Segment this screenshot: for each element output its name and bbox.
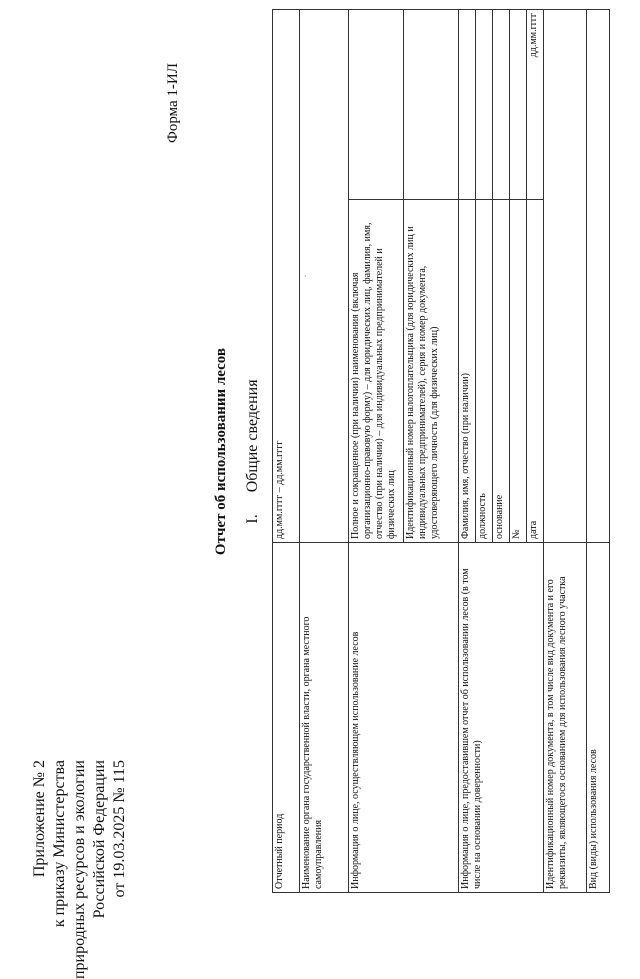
reporter-number-field: №: [510, 200, 527, 543]
reporter-date-value: дд.мм.гггг: [527, 9, 544, 199]
table-row: [273, 9, 300, 892]
user-name-value: [349, 9, 404, 199]
appendix-line: от 19.03.2025 № 115: [111, 760, 128, 898]
reporter-fio-value: [459, 9, 476, 199]
usage-type-label: Вид (виды) использования лесов: [587, 543, 610, 893]
table-row: [544, 9, 587, 892]
section-name: Общие сведения: [244, 379, 261, 493]
authority-mark: ·: [300, 9, 349, 542]
reporting-period-value: дд.мм.гггг – дд.мм.гггг: [273, 9, 300, 542]
reporter-basis-value: [493, 9, 510, 199]
reporter-number-value: [510, 9, 527, 199]
appendix-line: природных ресурсов и экологии: [71, 760, 88, 979]
reporter-basis-field: основание: [493, 200, 510, 543]
table-row: [349, 9, 404, 892]
authority-label: Наименование органа государственной власти, органа местного самоуправления: [300, 543, 349, 893]
table-row: [300, 9, 349, 892]
usage-type-value: [587, 9, 610, 542]
table-row: [587, 9, 610, 892]
reporting-period-label: Отчетный период: [273, 543, 300, 893]
document-title: Отчет об использовании лесов: [213, 347, 229, 556]
appendix-line: к приказу Министерства: [51, 760, 68, 928]
user-name-field: Полное и сокращенное (при наличии) наименования (включая организационно-правовую форму) – для юридических лиц, фамилия, имя, отчество (при наличии) – для индивидуальных предпринимателей и физических лиц: [349, 200, 404, 543]
general-info-table: [272, 9, 610, 893]
reporter-position-value: [476, 9, 493, 199]
form-label: Форма 1-ИЛ: [165, 63, 181, 143]
appendix-line: Приложение № 2: [31, 760, 48, 878]
user-inn-field: Идентификационный номер налогоплательщика (для юридических лиц и индивидуальных предпринимателей), серия и номер документа, удостоверяющего личность (для физических лиц): [404, 200, 459, 543]
document-info-label: Идентификационный номер документа, в том числе вид документа и его реквизиты, являющегося основанием для использования лесного участка: [544, 543, 587, 893]
section-title: [244, 0, 262, 903]
appendix-header: [30, 760, 130, 979]
appendix-line: Российской Федерации: [91, 760, 108, 919]
user-info-label: Информация о лице, осуществляющем использование лесов: [349, 543, 459, 893]
reporter-date-field: дата: [527, 200, 544, 543]
reporter-info-label: Информация о лице, предоставившем отчет об использовании лесов (в том числе на основании доверенности): [459, 543, 544, 893]
reporter-position-field: должность: [476, 200, 493, 543]
document-info-value: [544, 9, 587, 542]
user-inn-value: [404, 9, 459, 199]
table-row: [459, 9, 476, 892]
reporter-fio-field: Фамилия, имя, отчество (при наличии): [459, 200, 476, 543]
section-number: I.: [244, 514, 261, 524]
